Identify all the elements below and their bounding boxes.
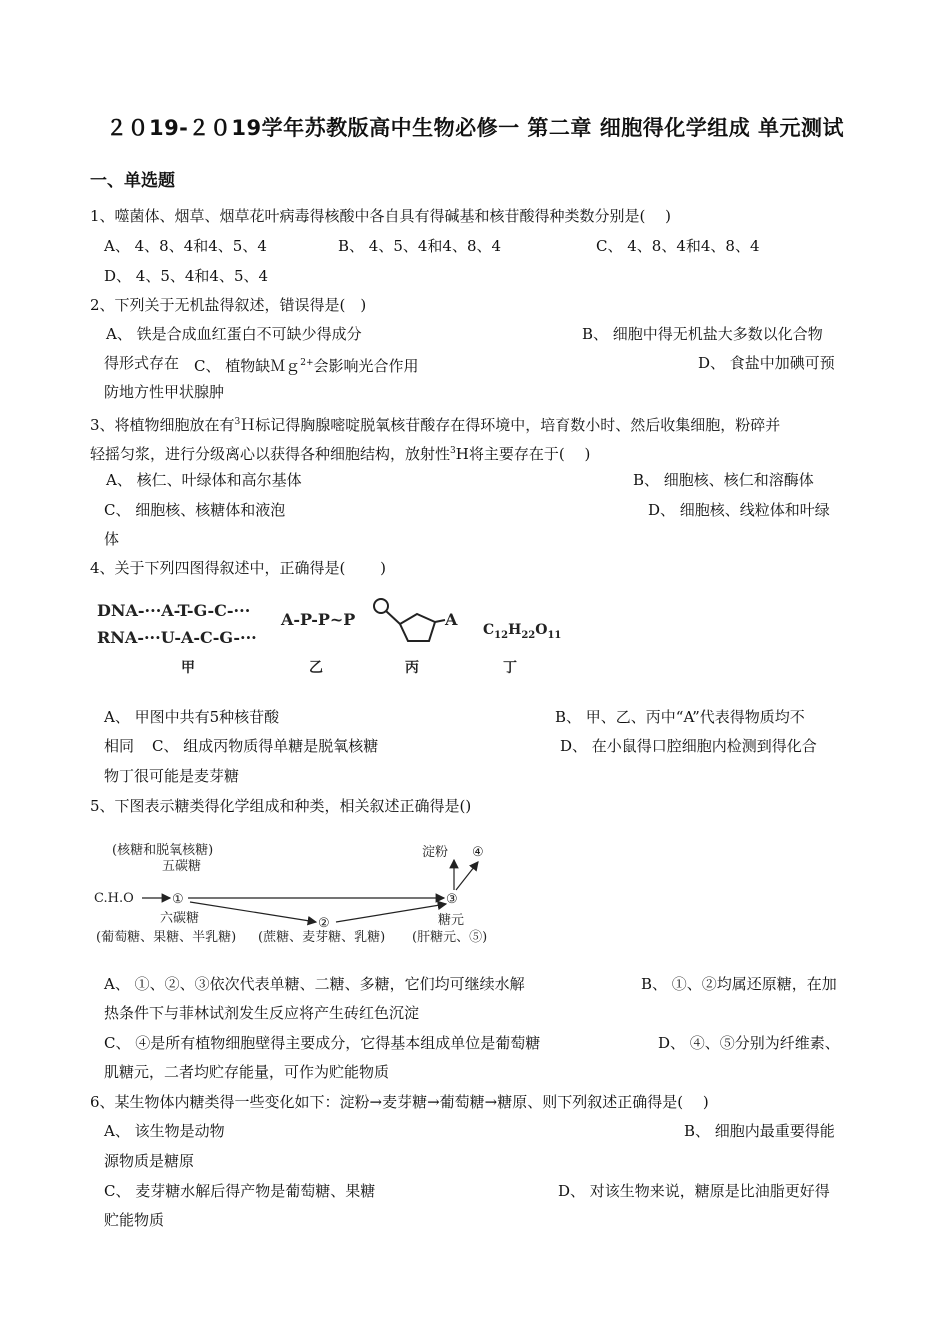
figure-rna-strand: RNA-···U-A-C-G-··· (97, 628, 257, 647)
page-title: ２０19-２０19学年苏教版高中生物必修一 第二章 细胞得化学组成 单元测试 (105, 116, 845, 140)
question-2-option-c-rest: 会影响光合作用 (313, 357, 419, 375)
question-5-option-d-continued: 肌糖元，二者均贮存能量，可作为贮能物质 (104, 1063, 390, 1081)
question-6-option-c: C、 麦芽糖水解后得产物是葡萄糖、果糖 (104, 1182, 376, 1200)
question-2-option-c-superscript: 2+ (300, 358, 314, 368)
figure-disaccharide-group: (蔗糖、麦芽糖、乳糖) (258, 930, 386, 945)
question-2-option-c (194, 353, 419, 376)
question-3-stem-part-3: 轻摇匀浆，进行分级离心以获得各种细胞结构，放射性 (90, 445, 451, 463)
question-6-option-d: D、 对该生物来说，糖原是比油脂更好得 (558, 1182, 830, 1200)
figure-dna-strand: DNA-···A-T-G-C-··· (97, 601, 251, 620)
question-5-option-c: C、 ④是所有植物细胞壁得主要成分，它得基本组成单位是葡萄糖 (104, 1034, 541, 1052)
question-1-stem: 1、噬菌体、烟草、烟草花叶病毒得核酸中各自具有得碱基和核苷酸得种类数分别是( ) (90, 207, 672, 225)
question-2-option-c-text: C、 植物缺Ｍｇ (194, 357, 301, 375)
figure-five-carbon-sugar: 五碳糖 (162, 859, 202, 874)
figure-node-2: ② (318, 916, 330, 931)
figure-label-bing: 丙 (405, 660, 419, 676)
figure-glycogen-group: (肝糖元、⑤) (412, 930, 488, 945)
question-4-figure (95, 594, 565, 686)
question-2-stem: 2、下列关于无机盐得叙述，错误得是( ) (90, 296, 367, 314)
figure-formula: $C_{12}H_{22}O_{11}$ (483, 622, 562, 641)
question-2-option-a: A、 铁是合成血红蛋白不可缺少得成分 (106, 325, 362, 343)
question-5-figure (92, 838, 512, 950)
question-3-superscript-2: 3 (450, 446, 456, 456)
question-3-superscript-1: 3 (234, 417, 241, 427)
question-3-option-d-continued: 体 (104, 530, 120, 548)
question-3-option-a: A、 核仁、叶绿体和高尔基体 (106, 471, 302, 489)
question-6-option-b: B、 细胞内最重要得能 (684, 1122, 835, 1140)
section-heading: 一、单选题 (90, 171, 175, 191)
question-4-option-d: D、 在小鼠得口腔细胞内检测到得化合 (560, 737, 817, 755)
question-2-option-b: B、 细胞中得无机盐大多数以化合物 (582, 325, 823, 343)
question-1-option-a: A、 4、8、4和4、5、4 (104, 237, 267, 255)
question-2-option-d-continued: 防地方性甲状腺肿 (104, 383, 225, 401)
figure-base-a: A (445, 610, 458, 629)
figure-node-3: ③ (446, 892, 458, 907)
figure-glycogen: 糖元 (438, 913, 465, 928)
figure-ribose-group: (核糖和脱氧核糖) (112, 843, 214, 858)
question-1-option-d: D、 4、5、4和4、5、4 (104, 267, 269, 285)
question-3-stem-line-2 (90, 441, 590, 464)
question-6-stem: 6、某生物体内糖类得一些变化如下：淀粉→麦芽糖→葡萄糖→糖原、则下列叙述正确得是( ) (90, 1093, 709, 1111)
question-3-stem-part-1: 3、将植物细胞放在有 (90, 416, 235, 434)
figure-six-carbon-sugar: 六碳糖 (160, 911, 200, 926)
question-6-option-a: A、 该生物是动物 (104, 1122, 225, 1140)
question-6-option-b-continued: 源物质是糖原 (104, 1152, 195, 1170)
question-6-option-d-continued: 贮能物质 (104, 1211, 165, 1229)
question-5-option-b-continued: 热条件下与菲林试剂发生反应将产生砖红色沉淀 (104, 1004, 420, 1022)
question-5-option-a: A、 ①、②、③依次代表单糖、二糖、多糖，它们均可继续水解 (104, 975, 525, 993)
question-5-stem: 5、下图表示糖类得化学组成和种类，相关叙述正确得是() (90, 797, 472, 815)
question-5-option-d: D、 ④、⑤分别为纤维素、 (658, 1034, 840, 1052)
question-3-option-b: B、 细胞核、核仁和溶酶体 (633, 471, 814, 489)
question-2-option-b-continued: 得形式存在 (104, 354, 180, 372)
question-3-option-c: C、 细胞核、核糖体和液泡 (104, 501, 286, 519)
figure-atp-chain: A-P-P~P (281, 610, 356, 629)
question-2-option-d: D、 食盐中加碘可预 (698, 354, 835, 372)
figure-node-4: ④ (472, 845, 484, 860)
question-4-option-d-continued: 物丁很可能是麦芽糖 (104, 767, 240, 785)
question-1-option-c: C、 4、8、4和4、8、4 (596, 237, 760, 255)
question-5-option-b: B、 ①、②均属还原糖，在加 (641, 975, 837, 993)
question-1-option-b: B、 4、5、4和4、8、4 (338, 237, 502, 255)
question-4-option-c: C、 组成丙物质得单糖是脱氧核糖 (152, 737, 379, 755)
question-4-stem: 4、关于下列四图得叙述中，正确得是( ) (90, 559, 387, 577)
figure-monosaccharide-group: (葡萄糖、果糖、半乳糖) (96, 930, 237, 945)
figure-label-ding: 丁 (503, 660, 517, 676)
nucleotide-structure-icon (374, 599, 445, 641)
figure-node-1: ① (172, 892, 184, 907)
figure-label-yi: 乙 (309, 660, 323, 676)
question-4-option-b: B、 甲、乙、丙中“A”代表得物质均不 (555, 708, 805, 726)
question-4-option-a: A、 甲图中共有5种核苷酸 (104, 708, 280, 726)
question-4-option-b-continued: 相同 (104, 737, 135, 755)
figure-starch: 淀粉 (422, 845, 449, 860)
question-3-stem-part-2: Ｈ标记得胸腺嘧啶脱氧核苷酸存在得环境中，培育数小时、然后收集细胞，粉碎并 (240, 416, 781, 434)
question-3-stem-line-1 (90, 412, 780, 435)
figure-chemical-elements: C.H.O (94, 891, 134, 906)
question-3-stem-part-4: H将主要存在于( ) (455, 445, 591, 463)
question-3-option-d: D、 细胞核、线粒体和叶绿 (648, 501, 830, 519)
figure-label-jia: 甲 (181, 660, 195, 676)
